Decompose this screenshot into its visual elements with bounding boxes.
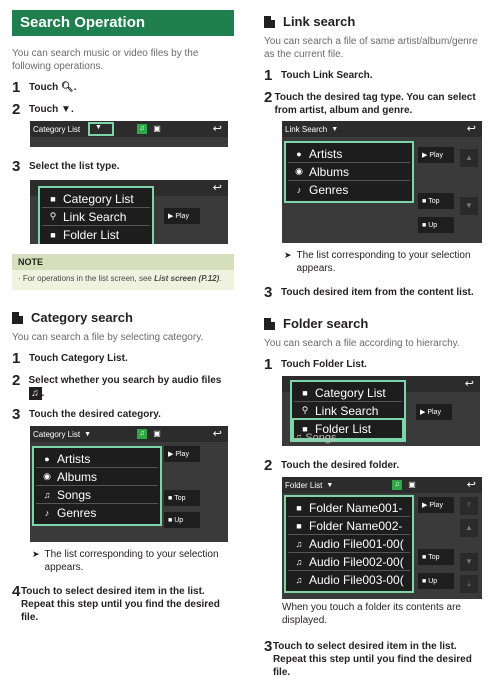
step-number: 2: [12, 101, 21, 118]
play-button[interactable]: ▶ Play: [164, 208, 200, 224]
folder-item[interactable]: ■ Folder Name002-: [288, 517, 410, 535]
step-text: Touch desired item from the content list.: [281, 287, 474, 298]
search-icon: 🔍︎: [61, 82, 74, 93]
category-popup: [32, 446, 162, 526]
scroll-bottom-button[interactable]: ⤓: [460, 575, 478, 593]
down-triangle-icon: ▼: [84, 430, 92, 438]
popup-item-folder-list[interactable]: ■ Folder List: [294, 420, 402, 438]
up-button[interactable]: ■ Up: [418, 573, 454, 589]
folder-item[interactable]: ■ Folder Name001-: [288, 499, 410, 517]
step-text: Touch Link Search.: [281, 70, 373, 81]
music-note-icon: ♫: [295, 575, 303, 585]
down-triangle-icon: ▼: [326, 481, 334, 489]
search-icon: ⚲: [301, 405, 309, 415]
folder-step-3: [264, 639, 486, 679]
top-button[interactable]: ■ Top: [418, 549, 454, 565]
category-search-heading: Category search: [12, 310, 234, 325]
left-column: [12, 0, 234, 624]
screen-link-popup: [282, 121, 482, 243]
play-button[interactable]: ▶ Play: [416, 404, 452, 420]
link-intro: You can search a file of same artist/album/genre as the current file.: [264, 36, 478, 60]
link-search-heading: Link search: [264, 14, 486, 29]
file-item[interactable]: ♫ Audio File001-00(: [288, 535, 410, 553]
folder-step-2: [264, 458, 486, 473]
step-number: 1: [264, 356, 273, 373]
screen-folder-select-popup: [282, 376, 480, 446]
screen-category-popup: [30, 426, 228, 542]
link-step-2: [264, 90, 486, 117]
guitar-icon: ♪: [296, 185, 302, 195]
link-step-3: [264, 285, 486, 300]
popup-item-category-list[interactable]: ■ Category List: [294, 384, 402, 402]
step-number: 2: [264, 89, 273, 106]
link-result-note: ➤ The list corresponding to your selection appears.: [284, 250, 471, 274]
folder-icon: ■: [302, 424, 308, 434]
file-item[interactable]: ♫ Audio File002-00(: [288, 553, 410, 571]
scroll-down-button[interactable]: ▼: [460, 553, 478, 571]
music-note-icon: ♫: [295, 556, 303, 567]
step-text: Touch to select desired item in the list. Repeat this step until you find the desired file.: [20, 586, 220, 623]
step-number: 1: [264, 67, 273, 84]
link-tag-popup: [284, 141, 414, 203]
step-text: Touch to select desired item in the list. Repeat this step until you find the desired file.: [272, 641, 472, 678]
step-number: 3: [12, 406, 21, 423]
folder-contents-note: When you touch a folder its contents are displayed.: [282, 602, 461, 626]
back-arrow-icon[interactable]: ↩: [212, 182, 222, 194]
folder-icon: ■: [296, 520, 302, 531]
guitar-icon: ♪: [44, 508, 50, 518]
category-item-artists[interactable]: ● Artists: [36, 450, 158, 468]
category-intro: You can search a file by selecting category.: [12, 332, 204, 343]
step-number: 2: [264, 457, 273, 474]
link-item-albums[interactable]: ◉ Albums: [288, 163, 410, 181]
scroll-top-button[interactable]: ⤒: [460, 497, 478, 515]
step-text: Touch the desired folder.: [281, 460, 400, 471]
folder-icon: ■: [302, 387, 308, 398]
up-button[interactable]: ■ Up: [418, 217, 454, 233]
step-text: Touch ▼.: [29, 104, 74, 115]
back-arrow-icon[interactable]: ↩: [466, 123, 476, 135]
category-step-4: [12, 584, 234, 624]
step-text: Touch Folder List.: [281, 359, 367, 370]
music-note-icon[interactable]: ♫: [137, 124, 147, 134]
step-2: [12, 102, 234, 117]
step-number: 1: [12, 350, 21, 367]
folder-search-heading: Folder search: [264, 316, 486, 331]
note-box: [12, 254, 234, 290]
folder-list-popup: [284, 495, 414, 593]
note-text: · For operations in the list screen, see List screen (P.12).: [18, 274, 222, 283]
movie-icon[interactable]: ▣: [408, 480, 416, 489]
category-step-3: [12, 407, 234, 422]
music-note-icon: ♫: [29, 387, 42, 400]
disc-icon: ◉: [295, 166, 303, 176]
search-icon: ⚲: [49, 211, 57, 221]
step-1: [12, 80, 234, 95]
step-text: Touch 🔍︎.: [29, 82, 77, 93]
back-arrow-icon[interactable]: ↩: [212, 428, 222, 440]
step-3: [12, 159, 234, 174]
movie-icon[interactable]: ▣: [153, 429, 161, 438]
back-arrow-icon[interactable]: ↩: [466, 479, 476, 491]
up-button[interactable]: ■ Up: [164, 512, 200, 528]
down-triangle-icon: ▼: [331, 125, 339, 133]
play-button[interactable]: ▶ Play: [418, 497, 454, 513]
down-triangle-icon: ▼: [95, 124, 102, 131]
category-item-genres[interactable]: ♪ Genres: [36, 504, 158, 522]
microphone-icon: ●: [296, 148, 302, 159]
right-column: [264, 0, 486, 679]
popup-item-link-search[interactable]: ⚲ Link Search: [294, 402, 402, 420]
screen-folder-list: [282, 477, 482, 599]
music-note-icon: ♫: [43, 489, 51, 500]
category-item-songs[interactable]: ♫ Songs: [36, 486, 158, 504]
step-number: 3: [264, 284, 273, 301]
note-link[interactable]: List screen (P.12): [154, 274, 220, 283]
category-item-albums[interactable]: ◉ Albums: [36, 468, 158, 486]
popup-item-folder-list[interactable]: ■ Folder List: [42, 226, 150, 244]
section-title: Search Operation: [12, 10, 234, 36]
arrow-right-icon: ➤: [284, 250, 292, 260]
category-step-2: [12, 373, 234, 400]
link-item-genres[interactable]: ♪ Genres: [288, 181, 410, 199]
folder-intro: You can search a file according to hierarchy.: [264, 338, 460, 349]
step-text: Select the list type.: [29, 161, 120, 172]
step-text: Touch the desired tag type. You can select from artist, album and genre.: [274, 92, 476, 116]
arrow-right-icon: ➤: [32, 549, 40, 559]
popup-item-link-search[interactable]: ⚲ Link Search: [42, 208, 150, 226]
down-triangle-icon: ▼: [61, 104, 71, 115]
step-number: 4: [12, 583, 21, 600]
file-item[interactable]: ♫ Audio File003-00(: [288, 571, 410, 589]
intro-text: You can search music or video files by the following operations.: [12, 48, 199, 72]
folder-step-1: [264, 357, 486, 372]
scroll-down-button[interactable]: ▼: [460, 197, 478, 215]
folder-icon: ■: [296, 502, 302, 513]
play-button[interactable]: ▶ Play: [164, 446, 200, 462]
popup-item-category-list[interactable]: ■ Category List: [42, 190, 150, 208]
scroll-up-button[interactable]: ▲: [460, 519, 478, 537]
step-number: 3: [12, 158, 21, 175]
section-marker-icon: [12, 312, 23, 324]
category-result-note: ➤ The list corresponding to your selection appears.: [32, 549, 219, 573]
folder-icon: ■: [50, 193, 56, 204]
partial-songs-row: ♫ Songs: [294, 432, 337, 444]
list-type-dropdown[interactable]: Category List: [33, 124, 81, 134]
folder-icon: ■: [50, 230, 56, 240]
top-button[interactable]: ■ Top: [164, 490, 200, 506]
link-item-artists[interactable]: ● Artists: [288, 145, 410, 163]
step-number: 2: [12, 372, 21, 389]
category-step-1: [12, 351, 234, 366]
list-type-dropdown[interactable]: Category List ▼: [33, 429, 92, 439]
disc-icon: ◉: [43, 471, 51, 481]
screen-list-type-popup: [30, 180, 228, 244]
screen-category-list-bar: [30, 121, 228, 147]
section-marker-icon: [264, 16, 275, 28]
music-note-icon[interactable]: ♫: [137, 429, 147, 439]
top-button[interactable]: ■ Top: [418, 193, 454, 209]
section-marker-icon: [264, 318, 275, 330]
music-note-icon[interactable]: ♫: [392, 480, 402, 490]
back-arrow-icon[interactable]: ↩: [212, 123, 222, 135]
list-type-popup: [38, 186, 154, 244]
step-number: 1: [12, 79, 21, 96]
back-arrow-icon[interactable]: ↩: [464, 378, 474, 390]
step-number: 3: [264, 638, 273, 655]
link-step-1: [264, 68, 486, 83]
step-text: Touch Category List.: [29, 353, 128, 364]
microphone-icon: ●: [44, 453, 50, 464]
movie-icon[interactable]: ▣: [153, 124, 161, 133]
music-note-icon: ♫: [295, 538, 303, 549]
list-type-dropdown[interactable]: Folder List ▼: [285, 480, 334, 490]
scroll-up-button[interactable]: ▲: [460, 149, 478, 167]
list-type-dropdown[interactable]: Link Search ▼: [285, 124, 339, 134]
note-heading: NOTE: [12, 254, 234, 270]
play-button[interactable]: ▶ Play: [418, 147, 454, 163]
step-text: Touch the desired category.: [29, 409, 161, 420]
step-text: Select whether you search by audio files ♫ .: [28, 375, 222, 399]
